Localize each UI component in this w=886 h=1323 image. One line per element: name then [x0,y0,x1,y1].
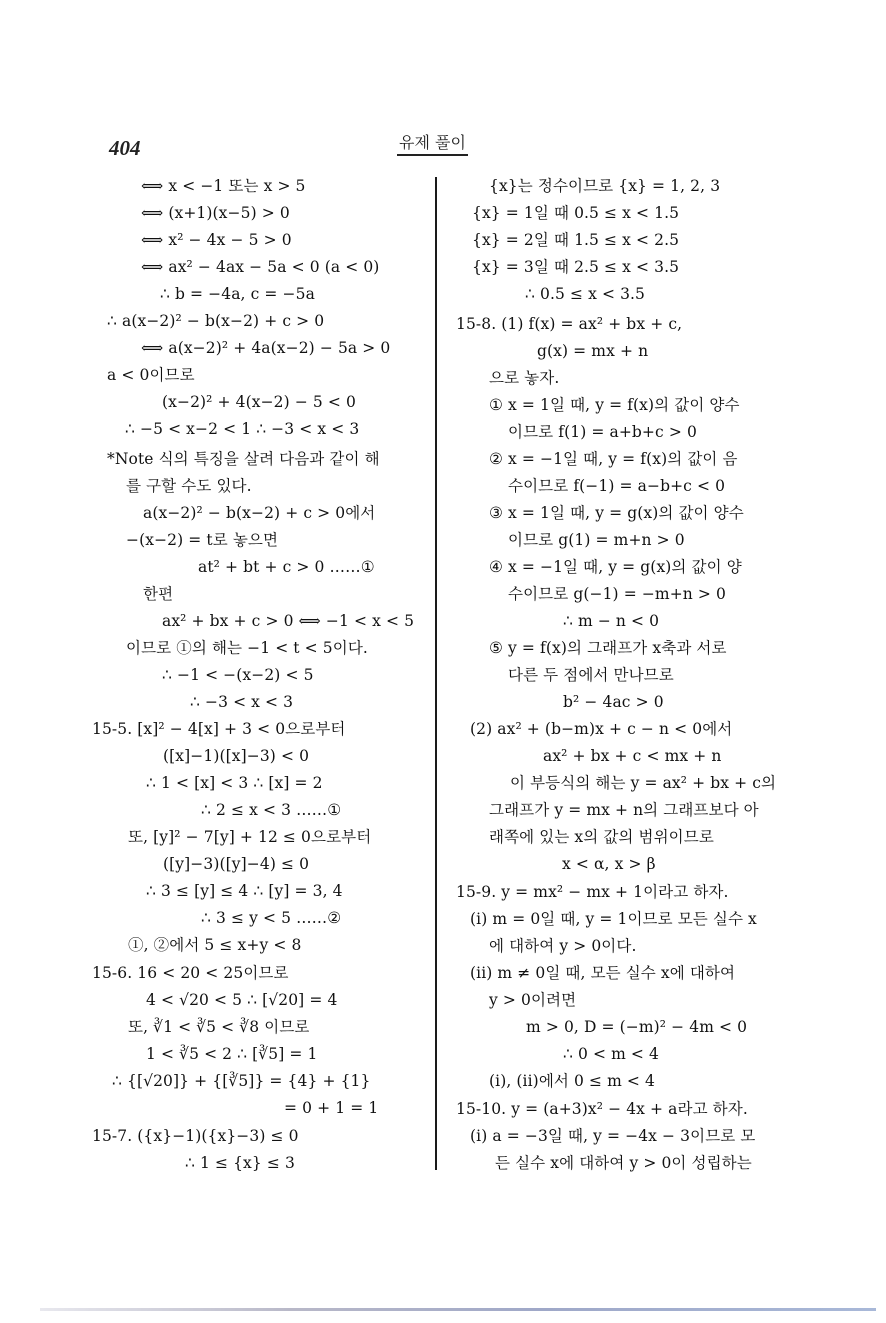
text-line: 으로 놓자. [489,369,560,387]
text-line: {x} = 2일 때 1.5 ≤ x < 2.5 [472,231,680,249]
problem-15-7: 15-7. ({x}−1)({x}−3) ≤ 0 [92,1127,299,1145]
text-line: ⟺ a(x−2)² + 4a(x−2) − 5a > 0 [141,339,391,357]
text-line: a < 0이므로 [107,366,195,384]
text-line: ⑤ y = f(x)의 그래프가 x축과 서로 [489,639,727,657]
text-line: (i) a = −3일 때, y = −4x − 3이므로 모 [470,1127,756,1145]
text-line: 이 부등식의 해는 y = ax² + bx + c의 [510,774,777,792]
problem-15-6: 15-6. 16 < 20 < 25이므로 [92,964,289,982]
text-line: 이므로 g(1) = m+n > 0 [508,531,685,549]
text-line: (x−2)² + 4(x−2) − 5 < 0 [162,393,356,411]
problem-15-10: 15-10. y = (a+3)x² − 4x + a라고 하자. [456,1100,748,1118]
text-line: ∴ 3 ≤ [y] ≤ 4 ∴ [y] = 3, 4 [146,882,343,900]
text-line: = 0 + 1 = 1 [284,1099,379,1117]
text-line: a(x−2)² − b(x−2) + c > 0에서 [143,504,376,522]
problem-15-9: 15-9. y = mx² − mx + 1이라고 하자. [456,883,729,901]
text-line: b² − 4ac > 0 [563,693,664,711]
text-line: 그래프가 y = mx + n의 그래프보다 아 [489,801,759,819]
text-line: ∴ 0.5 ≤ x < 3.5 [525,285,646,303]
text-line: ∴ −3 < x < 3 [190,693,294,711]
text-line: ② x = −1일 때, y = f(x)의 값이 음 [489,450,738,468]
text-line: 이므로 f(1) = a+b+c > 0 [508,423,697,441]
text-line: ④ x = −1일 때, y = g(x)의 값이 양 [489,558,742,576]
text-line: at² + bt + c > 0 ……① [198,558,375,576]
text-line: ([x]−1)([x]−3) < 0 [163,747,310,765]
text-line: 수이므로 g(−1) = −m+n > 0 [508,585,726,603]
text-line: ③ x = 1일 때, y = g(x)의 값이 양수 [489,504,744,522]
text-line: ∴ b = −4a, c = −5a [160,285,315,303]
text-line: x < α, x > β [562,855,656,873]
text-line: (i), (ii)에서 0 ≤ m < 4 [489,1072,655,1090]
text-line: 4 < √20 < 5 ∴ [√20] = 4 [146,991,338,1009]
text-line: (2) ax² + (b−m)x + c − n < 0에서 [470,720,733,738]
text-line: ⟺ ax² − 4ax − 5a < 0 (a < 0) [141,258,380,276]
text-line: −(x−2) = t로 놓으면 [126,531,279,549]
text-line: 다른 두 점에서 만나므로 [508,666,674,684]
text-line: ∴ m − n < 0 [563,612,660,630]
text-line: {x} = 3일 때 2.5 ≤ x < 3.5 [472,258,680,276]
text-line: ∴ 2 ≤ x < 3 ……① [201,801,342,819]
text-line: ∴ {[√20]} + {[∛5]} = {4} + {1} [112,1072,371,1090]
text-line: ax² + bx + c < mx + n [543,747,722,765]
text-line: 한편 [143,585,174,603]
text-line: ∴ 1 ≤ {x} ≤ 3 [185,1154,295,1172]
running-title: 유제 풀이 [397,133,468,156]
text-line: ∴ a(x−2)² − b(x−2) + c > 0 [107,312,325,330]
text-line: 이므로 ①의 해는 −1 < t < 5이다. [126,639,368,657]
problem-15-8: 15-8. (1) f(x) = ax² + bx + c, [456,315,683,333]
text-line: (ii) m ≠ 0일 때, 모든 실수 x에 대하여 [470,964,736,982]
text-line: ∴ 0 < m < 4 [563,1045,659,1063]
text-line: 1 < ∛5 < 2 ∴ [∛5] = 1 [146,1045,318,1063]
text-line: ①, ②에서 5 ≤ x+y < 8 [128,936,302,954]
text-line: 또, ∛1 < ∛5 < ∛8 이므로 [128,1018,310,1036]
text-line: 또, [y]² − 7[y] + 12 ≤ 0으로부터 [128,828,372,846]
note-line: *Note 식의 특징을 살려 다음과 같이 해 [107,450,380,468]
text-line: ① x = 1일 때, y = f(x)의 값이 양수 [489,396,740,414]
text-line: 래쪽에 있는 x의 값의 범위이므로 [489,828,714,846]
problem-15-5: 15-5. [x]² − 4[x] + 3 < 0으로부터 [92,720,346,738]
text-line: y > 0이려면 [489,991,577,1009]
text-line: ([y]−3)([y]−4) ≤ 0 [163,855,310,873]
text-line: 든 실수 x에 대하여 y > 0이 성립하는 [495,1154,752,1172]
text-line: ax² + bx + c > 0 ⟺ −1 < x < 5 [162,612,415,630]
page-number: 404 [109,136,141,160]
text-line: g(x) = mx + n [537,342,649,360]
text-line: {x} = 1일 때 0.5 ≤ x < 1.5 [472,204,680,222]
text-line: (i) m = 0일 때, y = 1이므로 모든 실수 x [470,910,757,928]
text-line: ∴ −1 < −(x−2) < 5 [162,666,314,684]
text-line: ∴ 1 < [x] < 3 ∴ [x] = 2 [146,774,323,792]
text-line: ⟺ x² − 4x − 5 > 0 [141,231,292,249]
text-line: {x}는 정수이므로 {x} = 1, 2, 3 [489,177,721,195]
text-line: ⟺ x < −1 또는 x > 5 [141,177,306,195]
text-line: ⟺ (x+1)(x−5) > 0 [141,204,290,222]
text-line: ∴ −5 < x−2 < 1 ∴ −3 < x < 3 [125,420,360,438]
page-edge-rule [40,1308,876,1311]
text-line: m > 0, D = (−m)² − 4m < 0 [526,1018,748,1036]
text-line: ∴ 3 ≤ y < 5 ……② [201,909,342,927]
column-divider [435,177,437,1170]
text-line: 수이므로 f(−1) = a−b+c < 0 [508,477,726,495]
text-line: 에 대하여 y > 0이다. [489,937,637,955]
text-line: 를 구할 수도 있다. [126,477,252,495]
